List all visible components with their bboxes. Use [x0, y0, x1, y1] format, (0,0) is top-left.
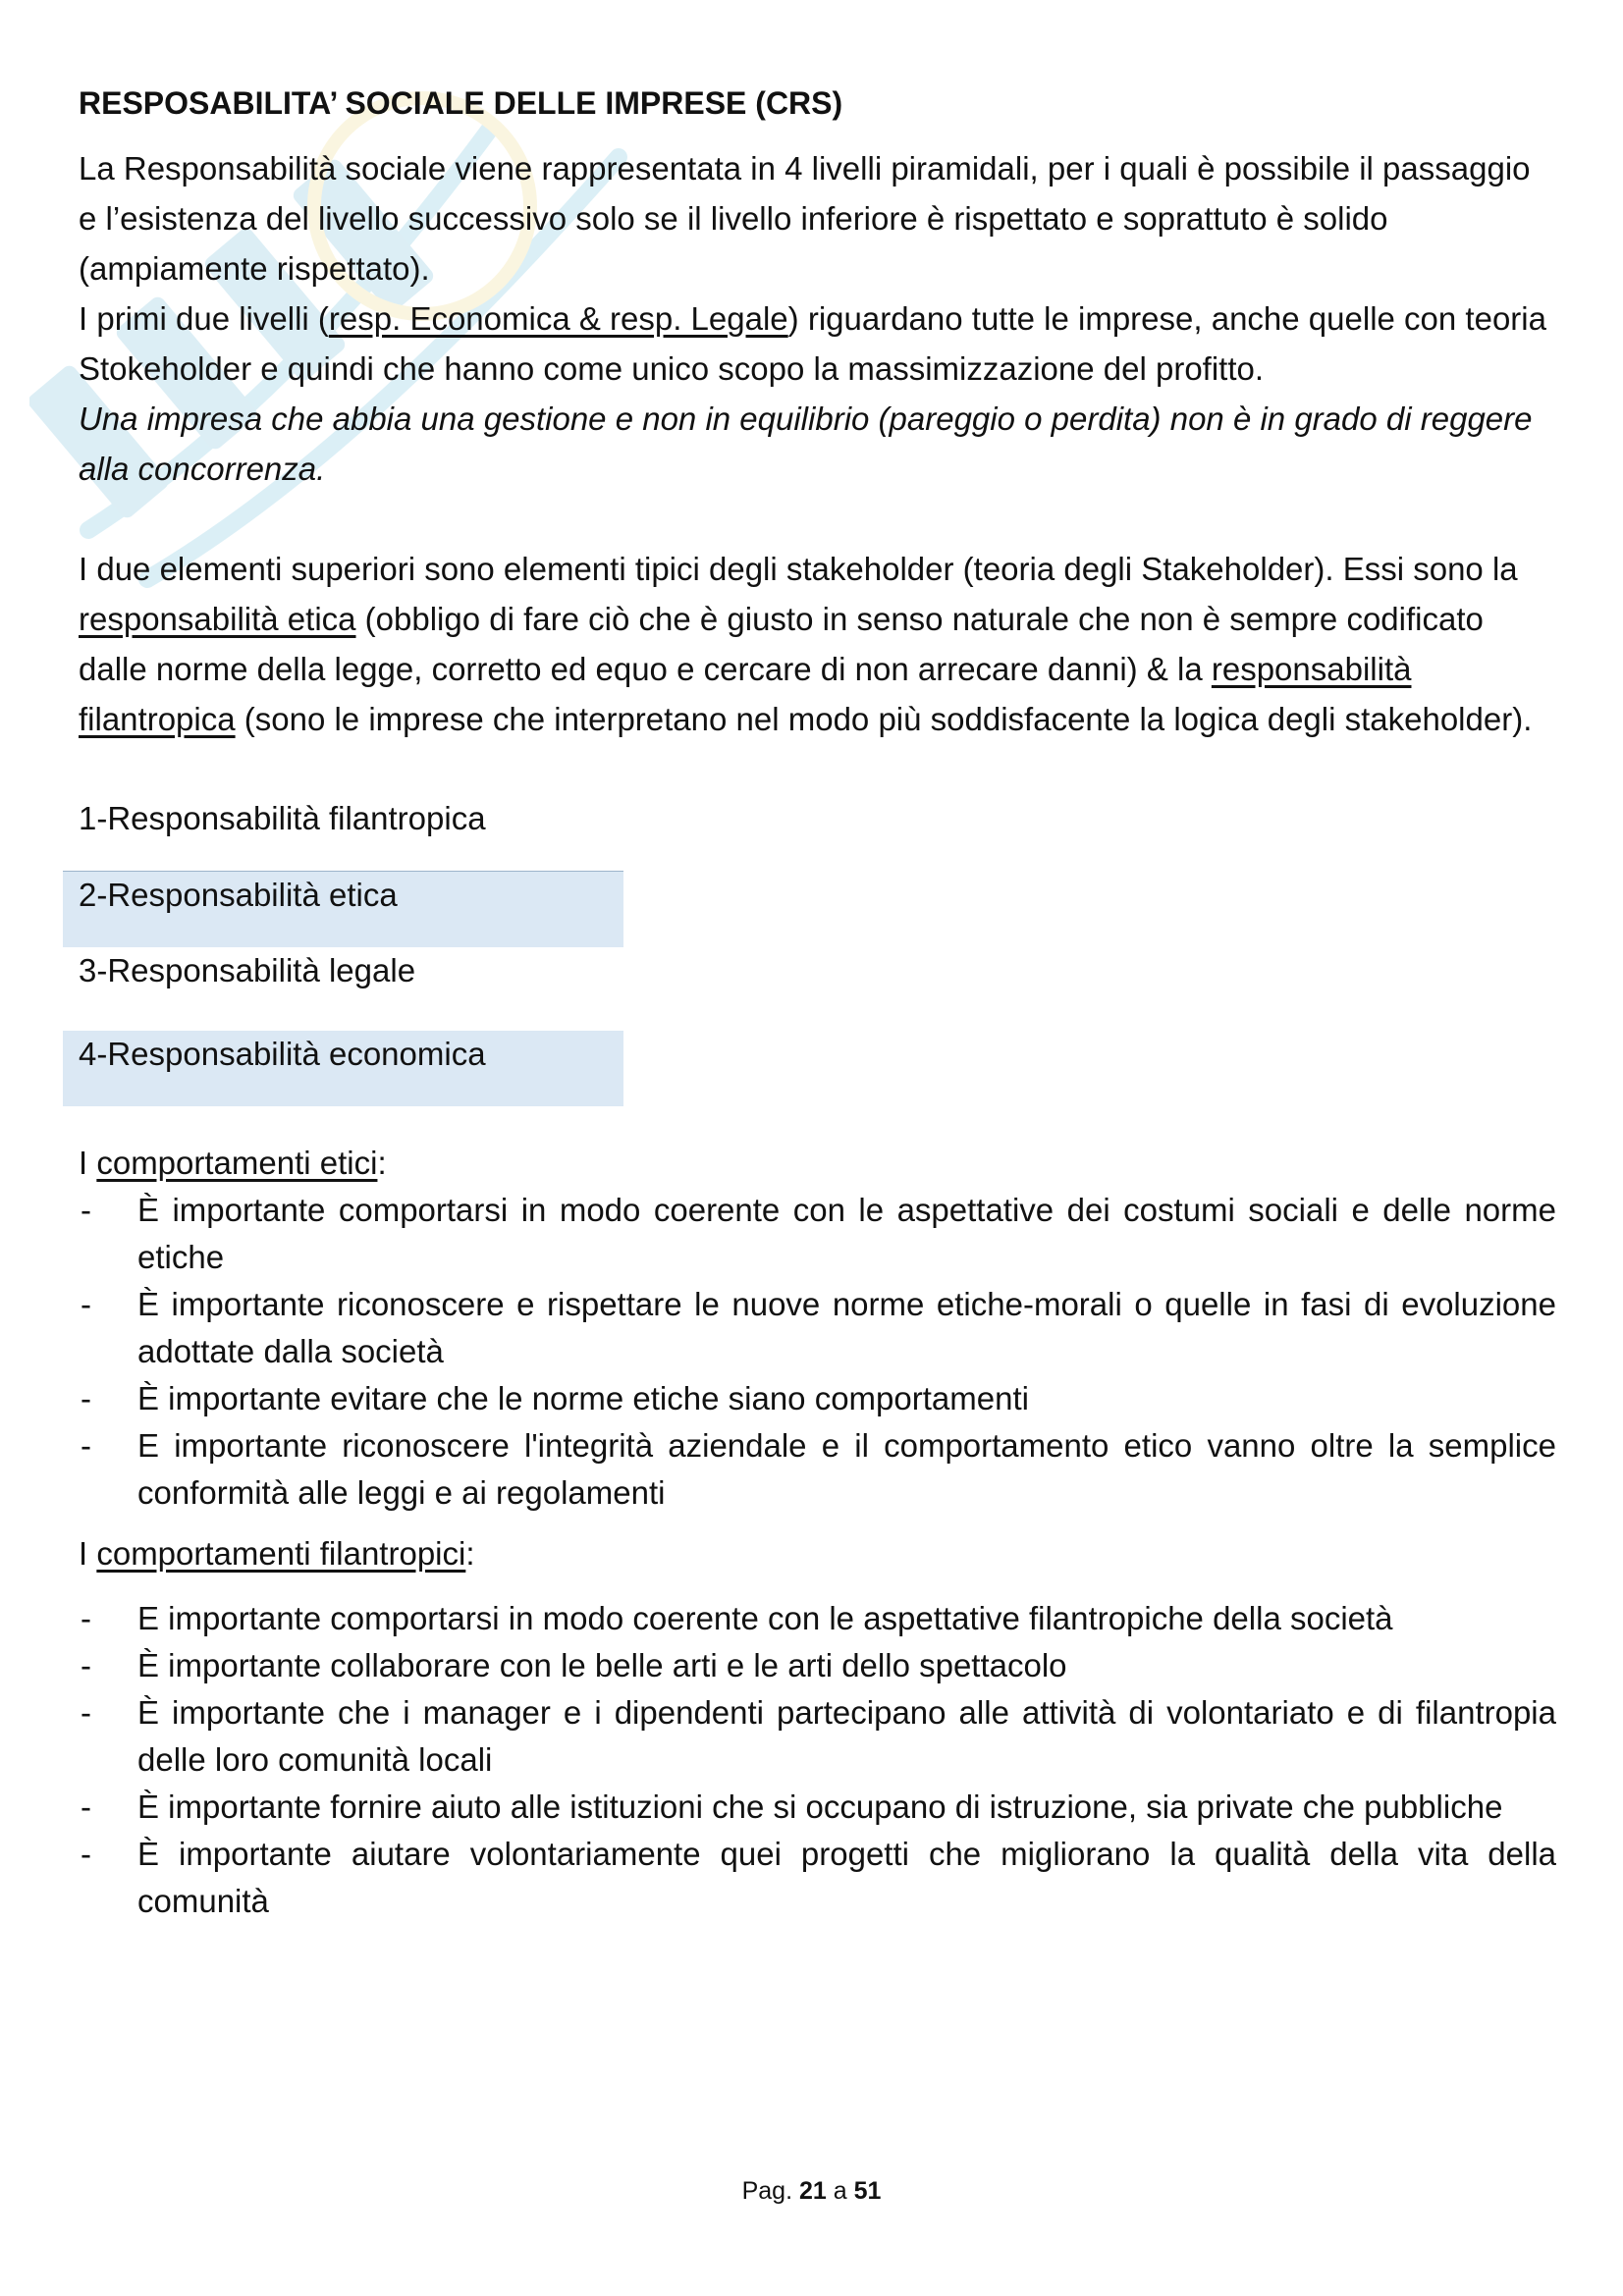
underlined-term-ethical-behaviors: comportamenti etici — [96, 1145, 378, 1181]
page-footer — [0, 2177, 1623, 2206]
list-item-text: È importante evitare che le norme etiche siano comportamenti — [137, 1380, 1029, 1416]
pyramid-levels-table — [79, 795, 1556, 1106]
text-run: (obbligo di fare ciò che è giusto in senso naturale che non è sempre codificato dalle norme della legge, corretto ed equo e cercare di non arrecare danni) & la — [79, 601, 1484, 687]
text-run: : — [377, 1145, 387, 1181]
list-item — [79, 1187, 1556, 1281]
list-item — [79, 1281, 1556, 1375]
dash-bullet: - — [81, 1647, 91, 1683]
page-title: RESPOSABILITA’ SOCIALE DELLE IMPRESE (CRS) — [79, 85, 843, 121]
dash-bullet: - — [81, 1286, 91, 1322]
footer-text: a — [826, 2177, 854, 2205]
level-label: 1-Responsabilità filantropica — [79, 800, 486, 836]
list-item-text: È importante fornire aiuto alle istituzioni che si occupano di istruzione, sia private che pubbliche — [137, 1789, 1503, 1825]
footer-text: Pag. — [741, 2177, 799, 2205]
level-row-3 — [63, 947, 623, 1031]
level-label: 3-Responsabilità legale — [79, 952, 416, 988]
document-page — [79, 79, 1556, 1939]
level-row-2 — [63, 871, 623, 947]
level-row-4 — [63, 1031, 623, 1106]
list-item-text: È importante aiutare volontariamente quei progetti che migliorano la qualità della vita della comunità — [137, 1836, 1556, 1919]
list-item-text: È importante comportarsi in modo coerente con le aspettative dei costumi sociali e delle norme etiche — [137, 1192, 1556, 1275]
italic-note: Una impresa che abbia una gestione e non in equilibrio (pareggio o perdita) non è in grado di reggere alla concorrenza. — [79, 400, 1533, 487]
ethical-list — [79, 1187, 1556, 1517]
dash-bullet: - — [81, 1380, 91, 1416]
list-item — [79, 1595, 1556, 1642]
list-item — [79, 1784, 1556, 1831]
level-row-1 — [63, 795, 623, 871]
list-item-text: È importante riconoscere e rispettare le nuove norme etiche-morali o quelle in fasi di evoluzione adottate dalla società — [137, 1286, 1556, 1369]
list-item-text: E importante comportarsi in modo coerente con le aspettative filantropiche della società — [137, 1600, 1393, 1636]
list-item — [79, 1689, 1556, 1784]
dash-bullet: - — [81, 1836, 91, 1872]
intro-paragraph: La Responsabilità sociale viene rappresentata in 4 livelli piramidali, per i quali è possibile il passaggio e l’esistenza del livello successivo solo se il livello inferiore è rispettato e soprattuto è solido (ampiamente rispettato). — [79, 150, 1531, 287]
intro-levels-paragraph — [79, 294, 1556, 394]
list-item — [79, 1422, 1556, 1517]
dash-bullet: - — [81, 1789, 91, 1825]
text-run: I — [79, 1535, 97, 1572]
spacer — [79, 494, 1556, 544]
text-run: : — [465, 1535, 475, 1572]
list-item-text: E importante riconoscere l'integrità aziendale e il comportamento etico vanno oltre la semplice conformità alle leggi e ai regolamenti — [137, 1427, 1556, 1511]
dash-bullet: - — [81, 1600, 91, 1636]
underlined-term-economic-legal: resp. Economica & resp. Legale — [328, 300, 788, 337]
dash-bullet: - — [81, 1192, 91, 1228]
list-item — [79, 1831, 1556, 1925]
underlined-term-philanthropic: responsabilità filantropica — [79, 651, 1412, 737]
philanthropic-list — [79, 1595, 1556, 1925]
spacer — [79, 744, 1556, 795]
list-item — [79, 1642, 1556, 1689]
text-run: ) riguardano tutte le imprese, anche quelle con teoria Stokeholder e quindi che hanno come unico scopo la massimizzazione del profitto. — [79, 300, 1546, 387]
underlined-term-philanthropic-behaviors: comportamenti filantropici — [96, 1535, 466, 1572]
dash-bullet: - — [81, 1427, 91, 1464]
ethical-heading — [79, 1140, 1556, 1187]
list-item-text: È importante che i manager e i dipendenti partecipano alle attività di volontariato e di filantropia delle loro comunità locali — [137, 1694, 1556, 1778]
dash-bullet: - — [81, 1694, 91, 1731]
text-run: (sono le imprese che interpretano nel modo più soddisfacente la logica degli stakeholder). — [235, 701, 1533, 737]
philanthropic-heading — [79, 1530, 1556, 1577]
total-pages-number: 51 — [853, 2177, 882, 2205]
list-item — [79, 1375, 1556, 1422]
underlined-term-ethical: responsabilità etica — [79, 601, 356, 637]
text-run: I primi due livelli ( — [79, 300, 329, 337]
level-label: 2-Responsabilità etica — [79, 877, 398, 913]
text-run: I due elementi superiori sono elementi tipici degli stakeholder (teoria degli Stakeholder). Essi sono la — [79, 551, 1518, 587]
level-label: 4-Responsabilità economica — [79, 1036, 486, 1072]
list-item-text: È importante collaborare con le belle arti e le arti dello spettacolo — [137, 1647, 1067, 1683]
upper-elements-paragraph — [79, 544, 1556, 744]
text-run: I — [79, 1145, 97, 1181]
current-page-number: 21 — [798, 2177, 827, 2205]
